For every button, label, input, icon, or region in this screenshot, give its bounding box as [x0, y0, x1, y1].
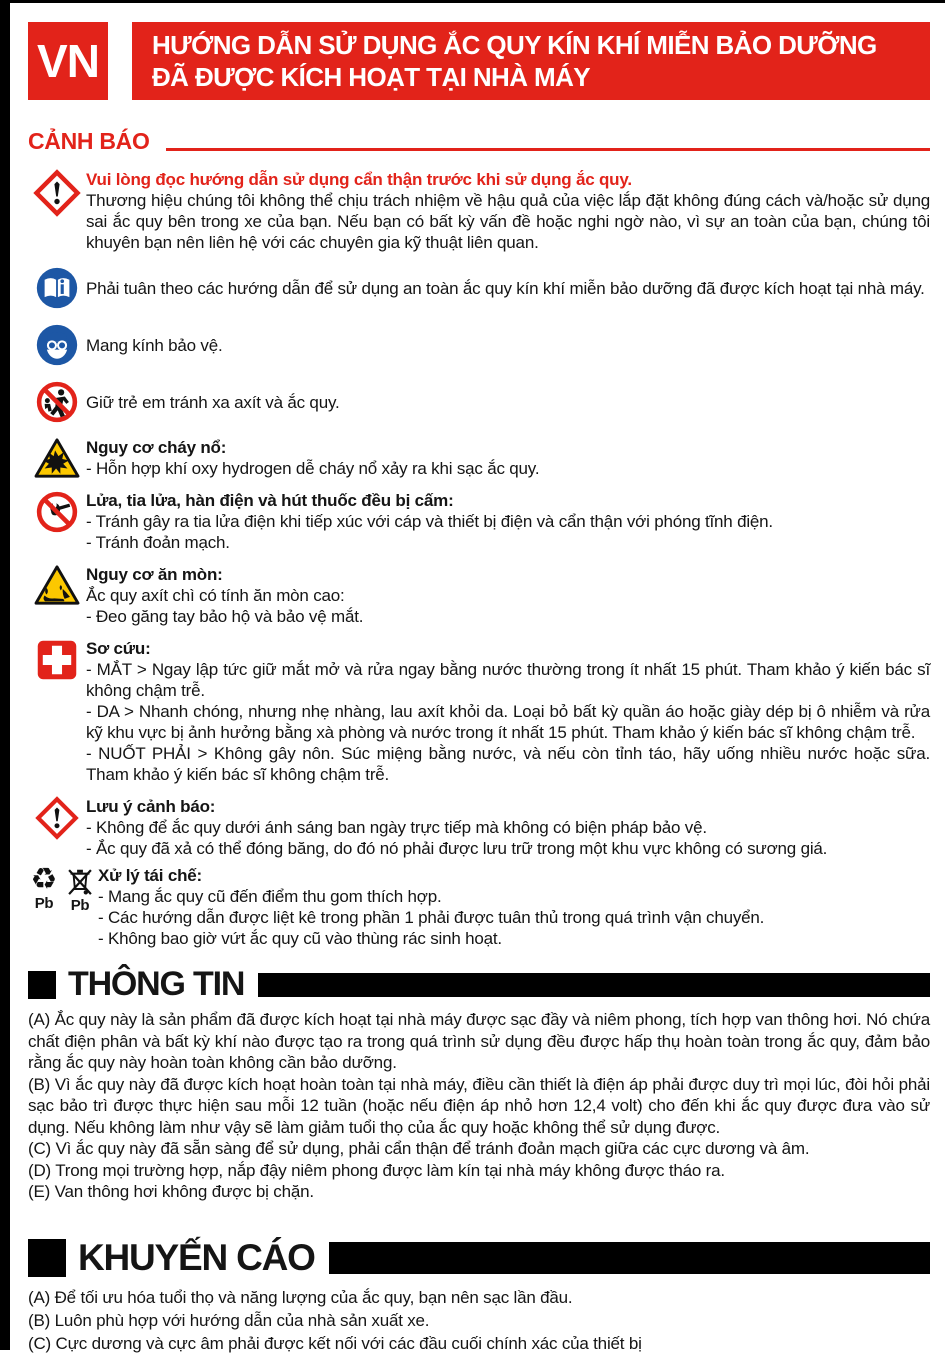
no-fire-no-smoking-icon	[28, 490, 86, 553]
warning-title: Lửa, tia lửa, hàn điện và hút thuốc đều bị cấm:	[86, 491, 454, 510]
info-section-heading	[28, 965, 930, 1004]
recommendation-section-heading	[28, 1237, 930, 1279]
warning-line: - NUỐT PHẢI > Không gây nôn. Súc miệng bằng nước, và nếu còn tỉnh táo, hãy uống nhiều nước hoặc sữa. Tham khảo ý kiến bác sĩ không chậm trễ.	[86, 744, 930, 784]
info-paragraph-a: (A) Ắc quy này là sản phẩm đã được kích hoạt tại nhà máy được sạc đầy và niêm phong, tích hợp van thông hơi. Nó chứa chất điện phân và bất kỳ khí nào được tạo ra trong quá trình sử dụng đều được hấp thụ hoàn toàn trong ắc quy, đảm bảo rằng ắc quy này hoàn toàn không cần bảo dưỡng.	[28, 1010, 930, 1072]
warning-title: Lưu ý cảnh báo:	[86, 797, 216, 816]
info-paragraph-d: (D) Trong mọi trường hợp, nắp đậy niêm phong được làm kín tại nhà máy không được tháo ra.	[28, 1160, 725, 1180]
info-heading-label: THÔNG TIN	[68, 965, 245, 1003]
eye-protection-icon	[28, 323, 86, 367]
header	[28, 22, 930, 100]
heading-square-marker	[28, 971, 56, 999]
warning-body-text: Thương hiệu chúng tôi không thể chịu trách nhiệm về hậu quả của việc lắp đặt không đúng cách và/hoặc sử dụng sai ắc quy bên trong xe của bạn. Nếu bạn có bất kỳ vấn đề hoặc nghi ngờ nào, vì sự an toàn của bạn, chúng tôi khuyên bạn nên liên hệ với các chuyên gia kỹ thuật liên quan.	[86, 191, 930, 252]
heading-bar	[329, 1242, 930, 1274]
warning-line: - DA > Nhanh chóng, nhưng nhẹ nhàng, lau axít khỏi da. Loại bỏ bất kỳ quần áo hoặc giày dép bị ô nhiễm và rửa kỹ khu vực bị ảnh hưởng bằng xà phòng và nước trong ít nhất 15 phút. Tham khảo ý kiến bác sĩ không chậm trễ.	[86, 702, 930, 742]
pb-label: Pb	[70, 897, 90, 914]
page-title-line1: HƯỚNG DẪN SỬ DỤNG ẮC QUY KÍN KHÍ MIỄN BẢO DƯỠNG	[152, 30, 877, 60]
warning-title: Sơ cứu:	[86, 639, 151, 658]
warning-body-text: Mang kính bảo vệ.	[86, 335, 223, 355]
heading-underline	[166, 148, 930, 151]
warning-item-read-instructions	[28, 169, 930, 253]
warning-line: - Các hướng dẫn được liệt kê trong phần 1 phải được tuân thủ trong quá trình vận chuyển.	[98, 908, 765, 927]
warning-title: Xử lý tái chế:	[98, 866, 202, 885]
keep-children-away-icon	[28, 380, 86, 424]
page-edge-strip	[0, 0, 10, 1350]
warning-item-follow-manual	[28, 266, 930, 310]
info-paragraph-b: (B) Vì ắc quy này đã được kích hoạt hoàn toàn tại nhà máy, điều cần thiết là điện áp phải được duy trì mọi lúc, đòi hỏi phải sạc bảo trì được thực hiện sau mỗi 12 tuần (hoặc nếu điện áp nhỏ hơn 12,4 volt) cho đến khi ắc quy được đưa vào sử dụng. Nếu không làm như vậy sẽ làm giảm tuổi thọ của ắc quy hoặc không thể sử dụng được.	[28, 1074, 930, 1137]
warning-line: Ắc quy axít chì có tính ăn mòn cao:	[86, 586, 345, 605]
info-paragraph-c: (C) Vì ắc quy này đã sẵn sàng để sử dụng, phải cẩn thận để tránh đoản mạch giữa các cực dương và âm.	[28, 1139, 810, 1158]
warning-item-corrosion	[28, 564, 930, 627]
page-edge-strip-top	[0, 0, 945, 3]
warning-line: - Mang ắc quy cũ đến điểm thu gom thích hợp.	[98, 887, 442, 906]
warning-item-explosion-hazard	[28, 437, 930, 479]
warning-item-recycling	[28, 862, 930, 949]
warning-heading-label: CẢNH BÁO	[28, 128, 150, 154]
warning-line: - Tránh gây ra tia lửa điện khi tiếp xúc với cáp và thiết bị điện và cẩn thận với phóng tĩnh điện.	[86, 512, 773, 531]
recommendation-paragraphs	[28, 1286, 930, 1355]
recommendation-heading-label: KHUYẾN CÁO	[78, 1236, 315, 1278]
warning-title: Nguy cơ cháy nổ:	[86, 438, 227, 457]
instruction-book-icon	[28, 266, 86, 310]
corrosion-hazard-icon	[28, 564, 86, 627]
ghs-exclamation-diamond-icon	[28, 796, 86, 859]
first-aid-cross-icon	[28, 638, 86, 785]
warning-item-no-fire	[28, 490, 930, 553]
recycling-pb-icon: ♻ Pb	[30, 862, 58, 912]
warning-title: Nguy cơ ăn mòn:	[86, 565, 223, 584]
warning-item-first-aid	[28, 638, 930, 785]
recommendation-b: (B) Luôn phù hợp với hướng dẫn của nhà sản xuất xe.	[28, 1310, 430, 1330]
warning-line: - Hỗn hợp khí oxy hydrogen dễ cháy nổ xảy ra khi sạc ắc quy.	[86, 459, 540, 478]
warning-list	[28, 169, 930, 949]
warning-item-eye-protection	[28, 323, 930, 367]
warning-item-keep-children-away	[28, 380, 930, 424]
info-paragraphs	[28, 1009, 930, 1203]
explosion-hazard-icon	[28, 437, 86, 479]
warning-line: - Tránh đoản mạch.	[86, 533, 230, 552]
language-badge: VN	[28, 22, 108, 100]
warning-line: - Không để ắc quy dưới ánh sáng ban ngày trực tiếp mà không có biện pháp bảo vệ.	[86, 818, 707, 837]
warning-section-heading	[28, 128, 930, 155]
page-title	[132, 22, 930, 100]
info-paragraph-e: (E) Van thông hơi không được bị chặn.	[28, 1182, 314, 1201]
warning-line: - Không bao giờ vứt ắc quy cũ vào thùng rác sinh hoạt.	[98, 929, 502, 948]
warning-item-caution-notes	[28, 796, 930, 859]
recommendation-c: (C) Cực dương và cực âm phải được kết nối với các đầu cuối chính xác của thiết bị	[28, 1333, 642, 1353]
ghs-exclamation-diamond-icon	[28, 169, 86, 253]
warning-body-text: Phải tuân theo các hướng dẫn để sử dụng an toàn ắc quy kín khí miễn bảo dưỡng đã được kích hoạt tại nhà máy.	[86, 278, 925, 298]
warning-line: - Đeo găng tay bảo hộ và bảo vệ mắt.	[86, 607, 364, 626]
warning-body-text: Giữ trẻ em tránh xa axít và ắc quy.	[86, 392, 340, 412]
warning-lead-text: Vui lòng đọc hướng dẫn sử dụng cẩn thận trước khi sử dụng ắc quy.	[86, 170, 632, 189]
warning-line: - Ắc quy đã xả có thể đóng băng, do đó nó phải được lưu trữ trong một khu vực không có sương giá.	[86, 839, 828, 858]
page-title-line2: ĐÃ ĐƯỢC KÍCH HOẠT TẠI NHÀ MÁY	[152, 62, 590, 92]
document-page	[28, 22, 930, 1355]
recycling-icons	[28, 862, 98, 949]
recommendation-a: (A) Để tối ưu hóa tuổi thọ và năng lượng của ắc quy, bạn nên sạc lần đầu.	[28, 1287, 573, 1307]
no-household-waste-pb-icon	[64, 865, 96, 949]
heading-bar	[258, 973, 930, 997]
pb-label: Pb	[34, 895, 54, 912]
heading-square-marker	[28, 1239, 66, 1277]
warning-line: - MẮT > Ngay lập tức giữ mắt mở và rửa ngay bằng nước thường trong ít nhất 15 phút. Tham khảo ý kiến bác sĩ không chậm trễ.	[86, 660, 930, 700]
